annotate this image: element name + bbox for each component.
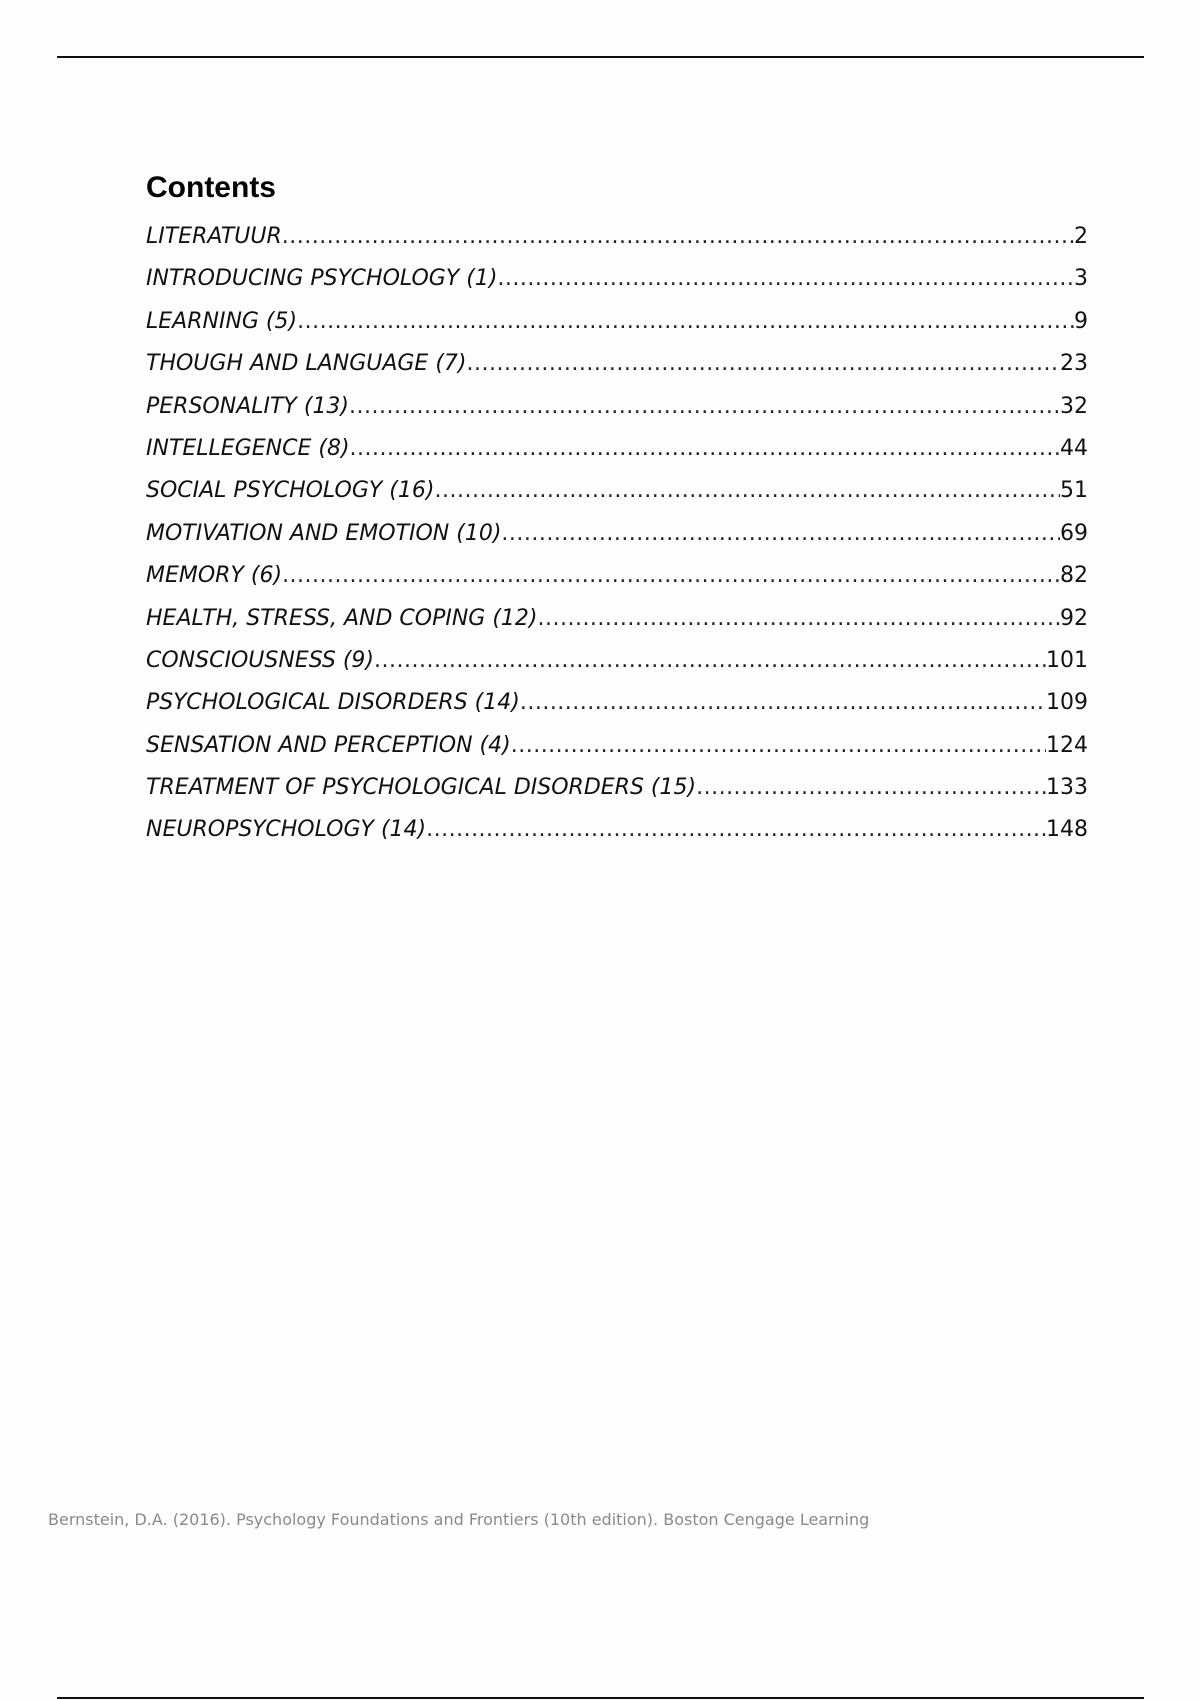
toc-entry-page: 69 bbox=[1060, 520, 1088, 546]
toc-entry-page: 51 bbox=[1060, 478, 1088, 504]
toc-entry-label: SOCIAL PSYCHOLOGY (16) bbox=[146, 478, 435, 504]
toc-entry[interactable] bbox=[146, 343, 1088, 385]
toc-dot-leader bbox=[511, 725, 1046, 767]
toc-entry-label: HEALTH, STRESS, AND COPING (12) bbox=[146, 605, 538, 631]
toc-entry-page: 101 bbox=[1046, 647, 1088, 673]
toc-entry[interactable] bbox=[146, 682, 1088, 724]
toc-entry-label: CONSCIOUSNESS (9) bbox=[146, 647, 374, 673]
toc-dot-leader bbox=[350, 428, 1060, 470]
table-of-contents bbox=[146, 170, 1088, 852]
toc-entry-page: 92 bbox=[1060, 605, 1088, 631]
toc-entry-label: SENSATION AND PERCEPTION (4) bbox=[146, 732, 511, 758]
toc-dot-leader bbox=[282, 216, 1074, 258]
toc-entry-label: MOTIVATION AND EMOTION (10) bbox=[146, 520, 502, 546]
toc-entry-label: LITERATUUR bbox=[146, 224, 282, 249]
toc-entry-label: INTELLEGENCE (8) bbox=[146, 435, 350, 461]
footer-rule bbox=[57, 1697, 1144, 1699]
toc-entry-page: 23 bbox=[1060, 351, 1088, 377]
footer-citation: Bernstein, D.A. (2016). Psychology Foundations and Frontiers (10th edition). Boston Cengage Learning bbox=[48, 1510, 870, 1529]
toc-entry-page: 133 bbox=[1046, 775, 1088, 801]
toc-list bbox=[146, 216, 1088, 852]
toc-entry[interactable] bbox=[146, 386, 1088, 428]
toc-entry-label: INTRODUCING PSYCHOLOGY (1) bbox=[146, 266, 498, 292]
toc-entry[interactable] bbox=[146, 640, 1088, 682]
toc-entry-page: 9 bbox=[1074, 308, 1088, 334]
toc-entry-label: TREATMENT OF PSYCHOLOGICAL DISORDERS (15) bbox=[146, 775, 697, 801]
toc-dot-leader bbox=[374, 640, 1046, 682]
toc-dot-leader bbox=[501, 513, 1060, 555]
toc-dot-leader bbox=[434, 470, 1060, 512]
toc-entry-page: 2 bbox=[1074, 224, 1088, 249]
toc-entry-page: 82 bbox=[1060, 563, 1088, 589]
toc-dot-leader bbox=[696, 767, 1046, 809]
toc-entry-page: 124 bbox=[1046, 732, 1088, 758]
toc-entry[interactable] bbox=[146, 258, 1088, 300]
toc-dot-leader bbox=[349, 386, 1060, 428]
toc-entry-page: 109 bbox=[1046, 690, 1088, 716]
toc-entry[interactable] bbox=[146, 513, 1088, 555]
toc-entry[interactable] bbox=[146, 555, 1088, 597]
toc-entry[interactable] bbox=[146, 301, 1088, 343]
toc-entry-page: 44 bbox=[1060, 435, 1088, 461]
toc-entry-label: THOUGH AND LANGUAGE (7) bbox=[146, 351, 467, 377]
toc-entry[interactable] bbox=[146, 767, 1088, 809]
toc-entry-page: 32 bbox=[1060, 393, 1088, 419]
toc-entry[interactable] bbox=[146, 428, 1088, 470]
toc-entry-page: 148 bbox=[1046, 817, 1088, 843]
toc-entry-label: MEMORY (6) bbox=[146, 563, 283, 589]
toc-entry-page: 3 bbox=[1074, 266, 1088, 292]
toc-entry[interactable] bbox=[146, 216, 1088, 258]
toc-dot-leader bbox=[297, 301, 1074, 343]
toc-entry[interactable] bbox=[146, 809, 1088, 851]
toc-dot-leader bbox=[467, 343, 1061, 385]
toc-entry-label: PSYCHOLOGICAL DISORDERS (14) bbox=[146, 690, 520, 716]
toc-entry-label: PERSONALITY (13) bbox=[146, 393, 350, 419]
toc-entry[interactable] bbox=[146, 598, 1088, 640]
toc-entry-label: LEARNING (5) bbox=[146, 308, 298, 334]
header-rule bbox=[57, 56, 1144, 58]
toc-dot-leader bbox=[282, 555, 1060, 597]
toc-entry[interactable] bbox=[146, 470, 1088, 512]
toc-dot-leader bbox=[520, 682, 1046, 724]
toc-dot-leader bbox=[537, 598, 1060, 640]
toc-dot-leader bbox=[426, 809, 1046, 851]
toc-entry[interactable] bbox=[146, 725, 1088, 767]
toc-dot-leader bbox=[497, 258, 1074, 300]
toc-title: Contents bbox=[146, 171, 276, 204]
toc-entry-label: NEUROPSYCHOLOGY (14) bbox=[146, 817, 427, 843]
